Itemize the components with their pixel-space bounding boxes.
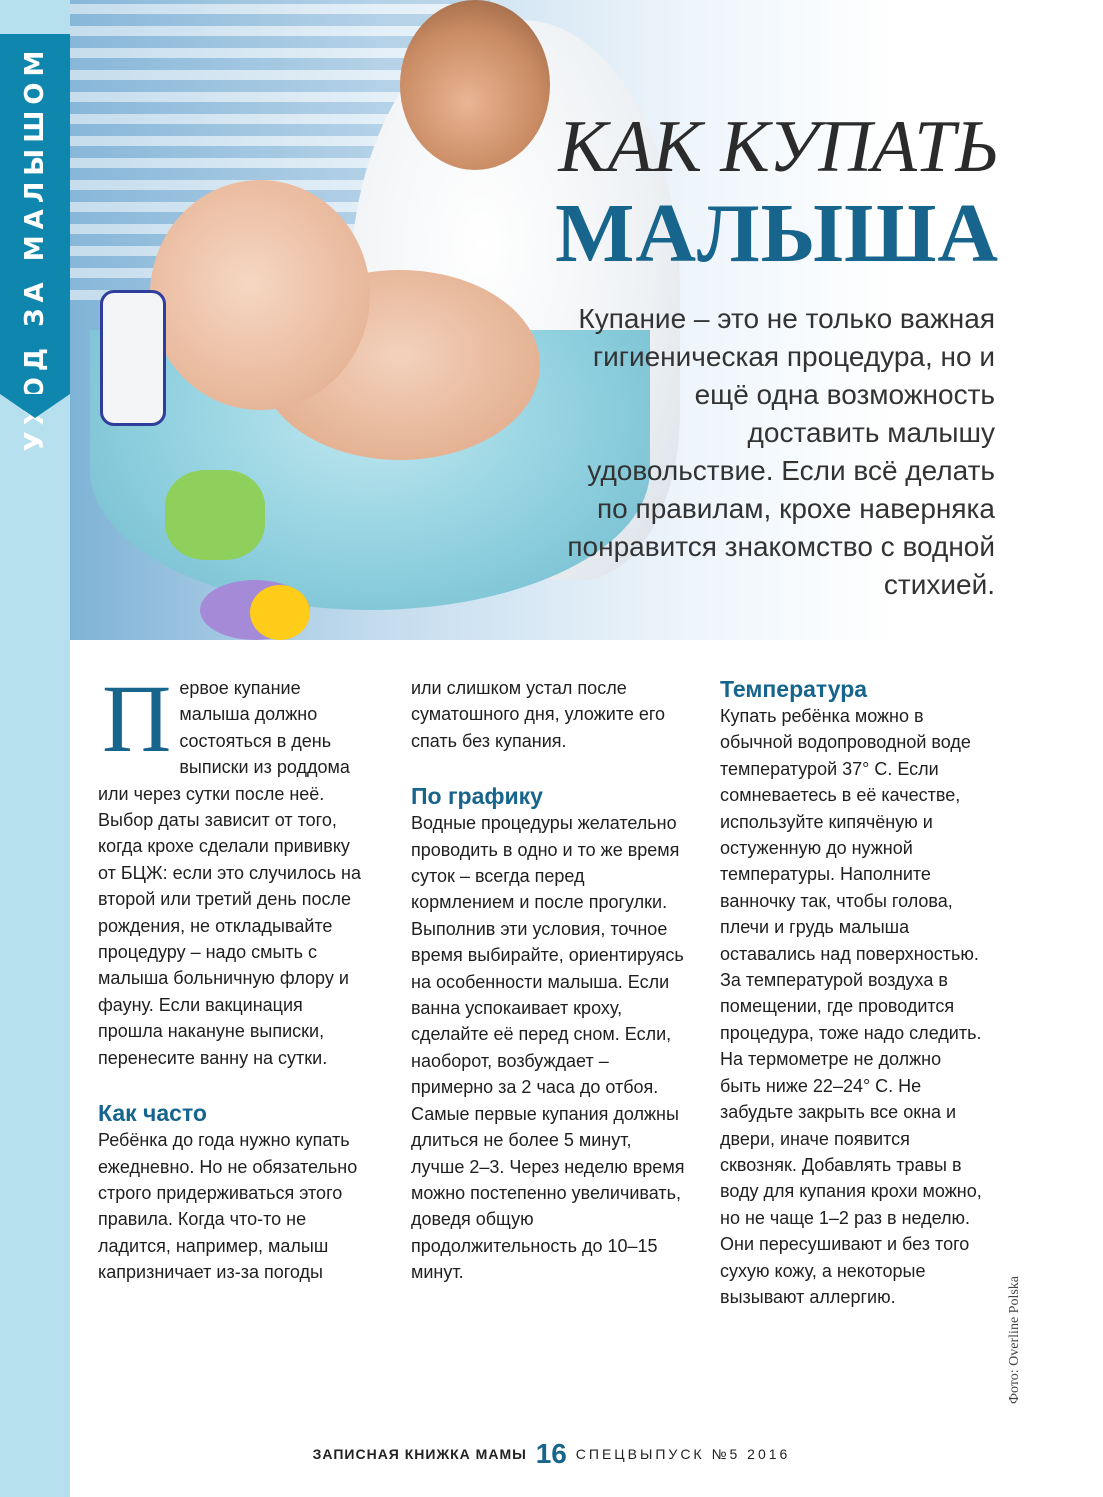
how-often-paragraph: Ребёнка до года нужно купать ежедневно. Но не обязательно строго придерживаться этого правила. Когда что-то не ладится, например, малыш капризничает из-за погоды (98, 1130, 358, 1283)
page-footer (0, 1438, 1103, 1470)
shampoo-bottle (100, 290, 166, 426)
intro-paragraph: ервое купание малыша должно состояться в день выписки из роддома или через сутки после неё. Выбор даты зависит от того, когда крохе сделали прививку от БЦЖ: если это случилось на второй или третий день после рождения, не откладывайте процедуру – надо смыть с малыша больничную флору и фауну. Если вакцинация прошла накануне выписки, перенесите ванну на сутки. (98, 678, 362, 1068)
green-toy (165, 470, 265, 560)
mother-head (400, 0, 550, 170)
column-2 (411, 675, 686, 1286)
page-number: 16 (535, 1438, 567, 1469)
column-3 (720, 675, 986, 1310)
schedule-paragraph-2: Самые первые купания должны длиться не более 5 минут, лучше 2–3. Через неделю время можно постепенно увеличивать, доведя общую продолжительность до 10–15 минут. (411, 1103, 685, 1283)
section-label: УХОД ЗА МАЛЫШОМ (20, 44, 50, 452)
heading-schedule: По графику (411, 783, 543, 810)
heading-temperature: Температура (720, 676, 868, 702)
drop-cap: П (102, 665, 172, 772)
column-1 (98, 665, 366, 1286)
lead-paragraph: Купание – это не только важная гигиеническая процедура, но и ещё одна возможность доставить малышу удовольствие. Если всё делать по правилам, крохе наверняка понравится знакомство с водной стихией. (567, 303, 995, 600)
magazine-name: ЗАПИСНАЯ КНИЖКА МАМЫ (312, 1446, 527, 1462)
rubber-duck (250, 585, 310, 640)
baby-head (150, 180, 370, 410)
article-title (555, 106, 999, 280)
issue-info: СПЕЦВЫПУСК №5 2016 (575, 1446, 791, 1462)
title-line-1: КАК КУПАТЬ (558, 106, 999, 188)
heading-how-often: Как часто (98, 1100, 207, 1127)
schedule-paragraph: Водные процедуры желательно проводить в одно и то же время суток – всегда перед кормлением и после прогулки. Выполнив эти условия, точное время выбирайте, ориентируясь на особенности малыша. Если ванна успокаивает кроху, сделайте её перед сном. Если, наоборот, возбуждает – примерно за 2 часа до отбоя. (411, 813, 684, 1098)
photo-credit: Фото: Overline Polska (1007, 1275, 1022, 1405)
how-often-continued: или слишком устал после суматошного дня, уложите его спать без купания. (411, 678, 666, 751)
title-line-2: МАЛЫША (555, 187, 999, 280)
sidebar-stripe (0, 0, 70, 1497)
section-tab (0, 34, 70, 452)
temperature-paragraph: Купать ребёнка можно в обычной водопроводной воде температурой 37° С. Если сомневаетесь в её качестве, используйте кипячёную и остуженную до нужной температуры. Наполните ванночку так, чтобы голова, плечи и грудь малыша оставались над поверхностью. За температурой воздуха в помещении, где проводится процедура, тоже надо следить. На термометре не должно быть ниже 22–24° С. Не забудьте закрыть все окна и двери, иначе появится сквозняк. Добавлять травы в воду для купания крохи можно, но не чаще 1–2 раз в неделю. Они пересушивают и без того сухую кожу, а некоторые вызывают аллергию. (720, 706, 982, 1307)
